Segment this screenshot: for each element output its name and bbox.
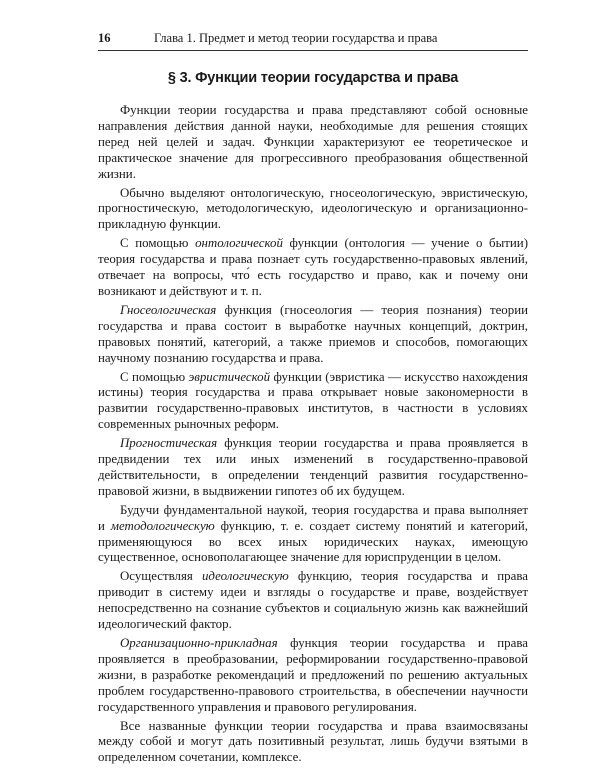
paragraph-text: Все названные функции теории государства и права взаимосвязаны между собой и могут дать позитивный результат, лишь будучи взятыми в определенном сочетании, комплексе.: [98, 718, 528, 765]
page-number: 16: [98, 31, 111, 45]
paragraph: [98, 370, 528, 434]
paragraph: [98, 636, 528, 716]
paragraph-term: Гносеологическая: [120, 302, 217, 317]
running-header: [98, 30, 528, 51]
paragraph-text: функцию, т. е. создает систему понятий и категорий, применяющуюся во всех иных юридических науках, имеющую существенное, основополагающее значение для юриспруденции в целом.: [98, 518, 529, 565]
paragraph-text: функции (эвристика — искусство нахождения истины) теория государства и права открывает новые закономерности в развитии государственно-правовых институтов, в частности в условиях современных рыночных реформ.: [98, 369, 528, 432]
body-text: [98, 103, 528, 766]
paragraph-lead: С помощью: [120, 369, 189, 384]
paragraph: [98, 236, 528, 300]
paragraph: [98, 719, 528, 767]
paragraph: [98, 103, 528, 183]
paragraph-text: Функции теории государства и права представляют собой основные направления действия данной науки, необходимые для решения стоящих перед ней целей и задач. Функции характеризуют ее теоретическое и практическое значение для прогрессивного преобразования общественной жизни.: [98, 103, 528, 181]
paragraph-text: функция (гносеология — теория познания) теории государства и права состоит в выработке научных концепций, доктрин, правовых понятий, категорий, а также приемов и способов, помогающих научному познанию государства и права.: [98, 302, 528, 365]
paragraph-text: функцию, теория государства и права приводит в систему идеи и взгляды о государстве и праве, воздействует непосредственно на сознание субъектов и социальную жизнь как важнейший идеологический фактор.: [98, 569, 528, 632]
paragraph-lead: С помощью: [120, 236, 196, 251]
paragraph-text: функция теории государства и права проявляется в преобразовании, реформировании государственно-правовой жизни, в разработке рекомендаций и предложений по решению актуальных проблем государственно-правового строительства, в обеспечении научности государственного управления и правового регулирования.: [98, 636, 528, 714]
chapter-title: Глава 1. Предмет и метод теории государства и права: [154, 31, 438, 45]
paragraph: [98, 303, 528, 367]
paragraph-lead: Будучи фундаментальной наукой, теория государства и права выполняет и: [98, 502, 528, 533]
paragraph: [98, 503, 528, 567]
paragraph-term: идеологическую: [201, 569, 289, 584]
paragraph-term: методологическую: [110, 518, 215, 533]
paragraph-text: Обычно выделяют онтологическую, гносеологическую, эвристическую, прогностическую, методологическую, идеологическую и организационно-прикладную функции.: [98, 185, 528, 232]
paragraph: [98, 186, 528, 234]
paragraph-lead: Осуществляя: [120, 569, 202, 584]
paragraph-term: Прогностическая: [120, 436, 218, 451]
paragraph: [98, 436, 528, 500]
section-heading: § 3. Функции теории государства и права: [167, 70, 459, 86]
paragraph: [98, 569, 528, 633]
paragraph-text: функция теории государства и права проявляется в предвидении тех или иных изменений в государственно-правовой действительности, в определении тенденций развития государственно-правовой жизни, в выдвижении гипотез об их будущем.: [98, 436, 528, 498]
paragraph-term: онтологической: [195, 236, 283, 251]
paragraph-term: Организационно-прикладная: [120, 636, 278, 650]
book-page: [98, 30, 528, 769]
paragraph-text: функции (онтология — учение о бытии) теория государства и права познает суть государственно-правовых явлений, отвечает на вопросы, что́ есть государство и право, как и почему они возникают и действуют и т. п.: [98, 236, 528, 298]
paragraph-term: эвристической: [188, 369, 271, 384]
